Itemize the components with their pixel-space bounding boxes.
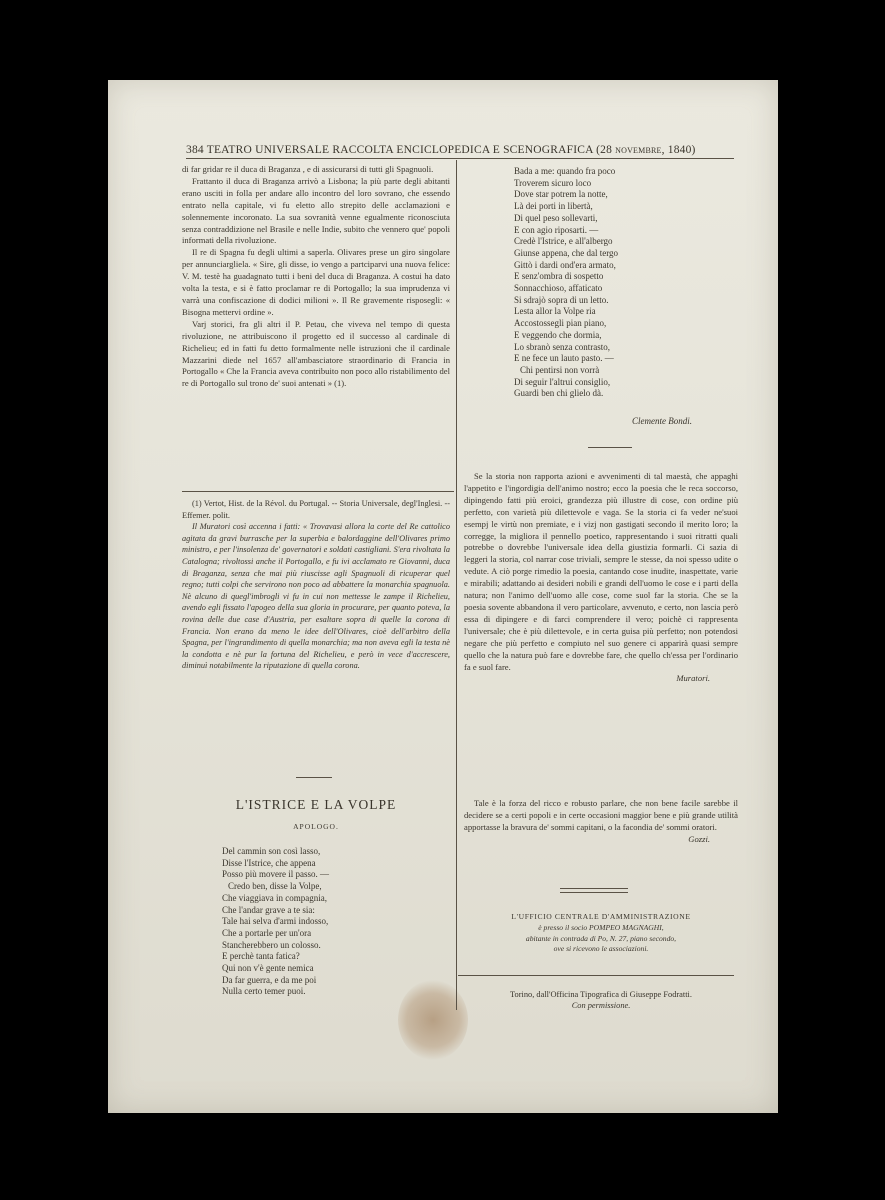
poem-line: Chi pentirsi non vorrà (520, 364, 600, 375)
article-paragraph: Frattanto il duca di Braganza arrivò a Lisbona; la più parte degli abitanti erano usciti in folla per andare allo incontro del loro sovrano, che essendo entrato nella capitale, vi fu eletto allo strepito delle acclamazioni e solennemente incoronato. La sua sovranità venne egualmente riconosciuta senza contraddizione nel Brasile e nelle Indie, subito che vennero que' popoli informati della rivoluzione. (182, 175, 450, 246)
header-rule (186, 158, 734, 159)
muratori-excerpt (464, 471, 738, 685)
footnotes (182, 498, 450, 672)
poem-line: Lo sbranò senza contrasto, (514, 341, 610, 352)
newspaper-page (108, 80, 778, 1113)
imprint-rule (458, 975, 734, 976)
poem-line: Là dei porti in libertà, (514, 201, 593, 212)
article-paragraph: di far gridar re il duca di Braganza , e di assicurarsi di tutti gli Spagnuoli. (182, 164, 434, 174)
poem-line: E ne fece un lauto pasto. — (514, 353, 614, 364)
poem-line: Guardi ben chi glielo dà. (514, 388, 604, 399)
header-month: NOVEMBRE (615, 146, 662, 155)
poem-line: Troverem sicuro loco (514, 177, 592, 188)
poem-line: Gittò i dardi ond'era armato, (514, 259, 616, 270)
section-divider (560, 892, 628, 893)
poem-verses-left (222, 846, 329, 998)
poem-verses-right (514, 166, 618, 400)
poem-line: Posso più movere il passo. — (222, 869, 329, 880)
article-paragraph: Il re di Spagna fu degli ultimi a saperla. Olivares prese un giro singolare per annunciargliela. « Sire, gli disse, io vengo a partciparvi una nuova felice: V. M. testè ha guadagnato tutti i beni del duca di Braganza. A costui ha dato volta la testa, e si è fatto proclamar re di Portogallo; la sua imprudenza vi varrà una confiscazione di dodici milioni ». Il Re gravemente risposegli: « Bisogna mettervi ordine ». (182, 247, 450, 317)
poem-line: Accostossegli pian piano, (514, 318, 607, 329)
poem-line: E veggendo che dormia, (514, 329, 602, 340)
header-year: , 1840) (661, 144, 696, 156)
footnote-rule (182, 491, 454, 492)
office-notice (464, 912, 738, 955)
office-line: ove si ricevono le associazioni. (553, 944, 649, 954)
footnote-reference: (1) Vertot, Hist. de la Révol. du Portugal. -- Storia Universale, degl'Inglesi. -- Effemer. polit. (182, 499, 450, 520)
office-line: L'UFFICIO CENTRALE D'AMMINISTRAZIONE (511, 912, 691, 921)
office-line: abitante in contrada di Po, N. 27, piano secondo, (525, 933, 677, 943)
page-header (186, 144, 734, 156)
poem-line: E senz'ombra di sospetto (514, 271, 604, 282)
poem-line: Giunse appena, che dal tergo (514, 247, 619, 258)
poem-line: Qui non v'è gente nemica (222, 963, 314, 974)
poem-author: Clemente Bondi. (632, 416, 692, 426)
header-title: 384 TEATRO UNIVERSALE RACCOLTA ENCICLOPEDICA E SCENOGRAFICA (28 (186, 144, 616, 156)
poem-line: Tale hai selva d'armi indosso, (222, 916, 329, 927)
excerpt-signature: Muratori. (676, 673, 710, 684)
poem-line: Del cammin son così lasso, (222, 846, 321, 856)
excerpt-text: Se la storia non rapporta azioni e avvenimenti di tal maestà, che appaghi l'appetito e l'ingordigia dell'animo nostro; ecco la poesia che le reca soccorso, dipingendo fatti più eroici, grandezza più illustre di cose, con ordine più perfetto, con varietà più dilettevole e vaga. Se la storia ci fa veder ne'suoi esempj le virtù non premiate, e i vizj non gastigati secondo il merito loro; la corregge, la migliora il pennello poetico, rappresentando i suoi ritratti quali potrebbe o dovrebbe l'universale idea della giustizia formarli. Ci sazia di leggeri la storia, col narrar cose triviali, sempre le stesse, da noi spesso udite o vedute. A ciò porge rimedio la poesia, cantando cose inudite, inaspettate, varie e mirabili; adattando ai desideri nobili e grandi dell'uomo le cose e i parti della natura; non l'animo dell'uomo alle cose, come suol far la storia. Che se la poesia sovente abbandona il vero particolare, avvenuto, e certo, non lascia però essa di dipingere e di farci comprendere il vero; poichè ci rappresenta l'universale; che è più dilettevole, e in certa guisa più perfetto; non potendosi negare che più perfetto e compiuto nel suo genere ci apparirà quasi sempre quello che la natura può fare e dovrebbe fare, che quello ch'essa per l'ordinario fa e suol fare. (464, 471, 738, 672)
section-divider (560, 888, 628, 889)
poem-line: Che a portarle per un'ora (222, 927, 312, 938)
article-paragraph: Varj storici, fra gli altri il P. Petau, che viveva nel tempo di questa rivoluzione, ne attribuiscono il progetto ed il successo al cardinale di Richelieu; ed in fatti fu detto formalmente nelle istruzioni che il cardinale Mazzarini diede nel 1657 all'ambasciatore straordinario di Francia in Portogallo « Che la Francia aveva contribuito non poco allo ristabilimento del re di Portogallo sul trono de' suoi antenati » (1). (182, 318, 451, 389)
section-divider (588, 447, 632, 448)
poem-line: Di quel peso sollevarti, (514, 212, 598, 223)
poem-line: Che viaggiava in compagnia, (222, 892, 327, 903)
poem-line: Si sdrajò sopra di un letto. (514, 294, 609, 305)
poem-line: Bada a me: quando fra poco (514, 166, 616, 176)
poem-line: Disse l'Istrice, che appena (222, 857, 316, 868)
poem-line: Credè l'Istrice, e all'albergo (514, 236, 613, 247)
poem-line: Credo ben, disse la Volpe, (228, 881, 322, 892)
poem-line: Stancherebbero un colosso. (222, 939, 321, 950)
printer-line: Torino, dall'Officina Tipografica di Giuseppe Fodratti. (510, 990, 692, 999)
printer-line: Con permissione. (571, 1001, 631, 1011)
poem-subtitle: APOLOGO. (293, 822, 339, 831)
office-line: è presso il socio POMPEO MAGNAGHI, (538, 922, 664, 932)
poem-line: Lesta allor la Volpe ria (514, 306, 596, 317)
poem-line: E con agio riposarti. — (514, 224, 599, 235)
poem-line: Sonnacchioso, affaticato (514, 283, 603, 294)
poem-line: E perchè tanta fatica? (222, 951, 300, 962)
excerpt-text: Tale è la forza del ricco e robusto parlare, che non bene facile sarebbe il decidere se a certi popoli e in certe occasioni maggior bene e più grande utilità apportasse la bravura de' sommi capitani, o la facondia de' sommi oratori. (464, 798, 738, 832)
poem-line: Che l'andar grave a te sia: (222, 904, 315, 915)
poem-line: Da far guerra, e da me poi (222, 974, 317, 985)
poem-title: L'ISTRICE E LA VOLPE (235, 797, 397, 812)
footnote-quote: Il Muratori così accenna i fatti: « Trovavasi allora la corte del Re cattolico agitata da gravi burrasche per la superbia e balordaggine dell'Olivares primo ministro, e per l'insolenza de' governatori e soldati castigliani. S'era rivoltata la Catalogna; rivoltossi anche il Portogallo, e fu ivi acclamato re Giovanni, duca di Braganza, senza che mai più riuscisse agli Spagnuoli di ricuperar quel regno; tutti colpi che servirono non poco ad abbattere la monarchia spagnuola. Nè alcuno di quegl'imbrogli vi fu in cui non mettesse le zampe il Richelieu, avendo egli fissato l'apogeo della sua gloria in procurare, per quanto poteva, la rovina delle due case d'Austria, per esaltare sopra di quelle la corona di Francia. Non erano da meno le idee dell'Olivares, cioè dell'arbitro della Spagna, per l'ingrandimento di quella monarchia; ma non aveva egli la testa nè la condotta e nè pur la fortuna del Richelieu, e però in vece d'accrescere, diminuì notabilmente la riputazione di quella corona. (182, 522, 450, 671)
article-left (182, 164, 450, 390)
column-divider (456, 160, 457, 1010)
excerpt-signature: Gozzi. (688, 833, 710, 844)
section-divider (296, 777, 332, 778)
printer-imprint (464, 989, 738, 1012)
poem-line: Dove star potrem la notte, (514, 189, 608, 200)
gozzi-excerpt (464, 798, 738, 846)
water-stain (398, 980, 468, 1060)
poem-line: Di seguir l'altrui consiglio, (514, 376, 611, 387)
poem-line: Nulla certo temer puoi. (222, 986, 306, 997)
